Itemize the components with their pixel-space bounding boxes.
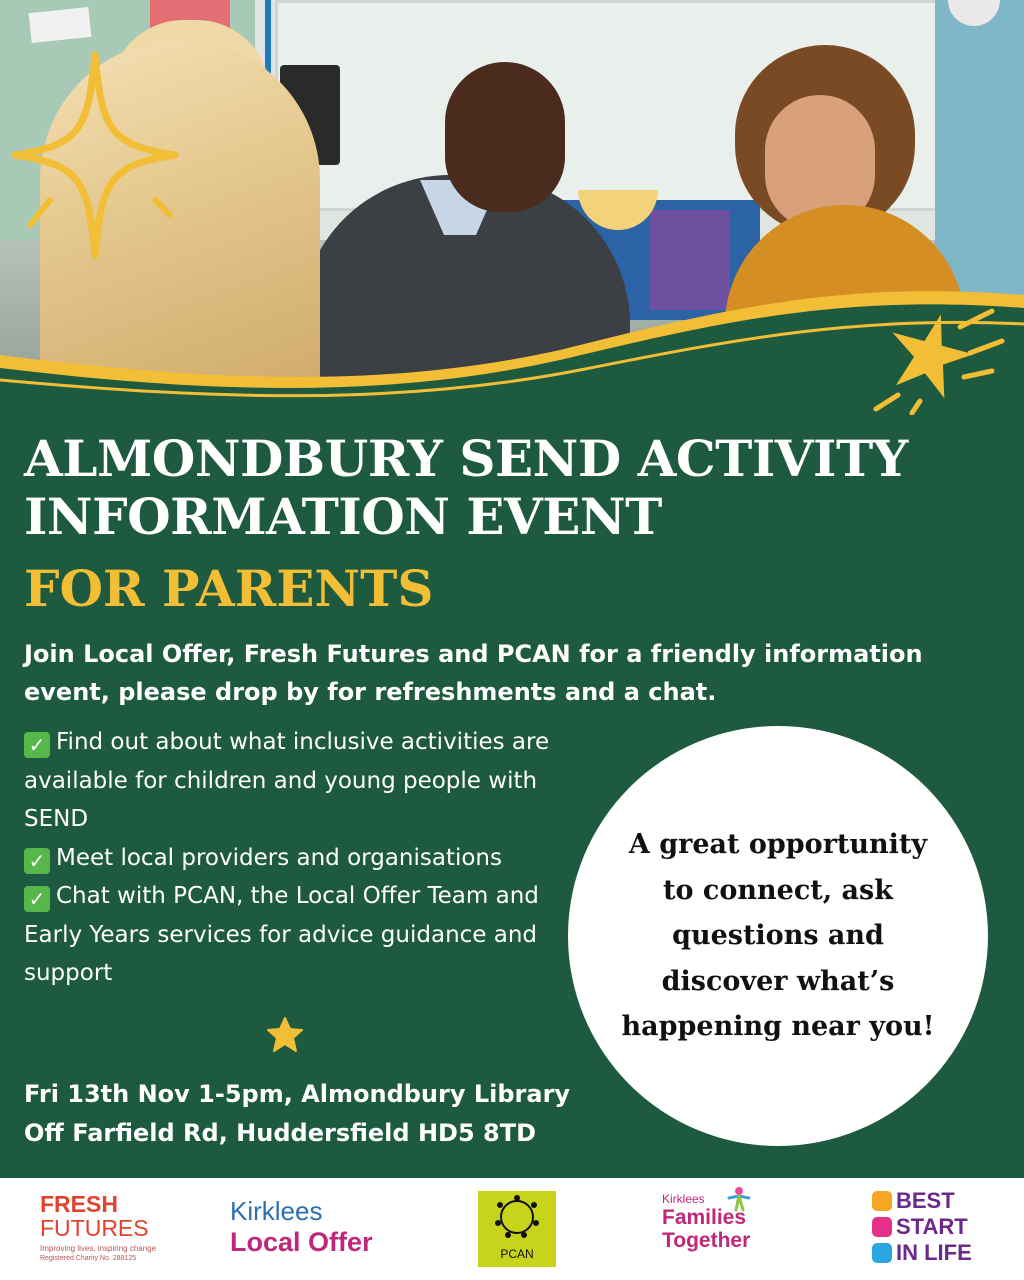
- event-title: [24, 430, 1004, 546]
- check-mark-icon: ✓: [24, 886, 50, 912]
- photo-note: [29, 7, 92, 43]
- logo-text: Local Offer: [230, 1227, 373, 1257]
- logo-text: IN LIFE: [896, 1240, 972, 1265]
- logo-text: Kirklees: [230, 1196, 323, 1226]
- logo-square: [872, 1217, 892, 1237]
- logo-text: BEST: [896, 1188, 955, 1213]
- people-circle-icon: [478, 1191, 556, 1241]
- check-mark-icon: ✓: [24, 732, 50, 758]
- logo-row: [872, 1190, 992, 1214]
- logo-text: Kirklees: [662, 1192, 705, 1206]
- photo-display-wall: [935, 0, 1024, 300]
- bullet-text: Chat with PCAN, the Local Offer Team and Early Years services for advice guidance and support: [24, 883, 539, 986]
- check-mark-icon: ✓: [24, 848, 50, 874]
- fresh-futures-logo: [40, 1192, 175, 1263]
- family-figure-icon: [724, 1186, 754, 1212]
- logo-text: START: [896, 1214, 968, 1239]
- event-address: Off Farfield Rd, Huddersfield HD5 8TD: [24, 1119, 536, 1147]
- logo-text: Together: [662, 1229, 751, 1252]
- title-line-1: ALMONDBURY SEND ACTIVITY: [24, 429, 908, 488]
- photo-man-head: [445, 62, 565, 212]
- kirklees-families-together-logo: [662, 1192, 782, 1252]
- logo-square: [872, 1243, 892, 1263]
- partner-logos: [0, 1178, 1024, 1280]
- logo-tagline: Improving lives, inspiring change: [40, 1244, 157, 1253]
- logo-text: PCAN: [500, 1247, 534, 1261]
- logo-charity-number: Registered Charity No. 288125: [40, 1255, 137, 1262]
- list-item: [24, 877, 584, 993]
- list-item: [24, 839, 584, 878]
- callout-text: A great opportunity to connect, ask questions and discover what’s happening near you!: [621, 829, 935, 1043]
- callout-circle: [568, 726, 988, 1146]
- logo-text: Families: [662, 1206, 747, 1229]
- pcan-logo: [478, 1191, 556, 1267]
- intro-text: Join Local Offer, Fresh Futures and PCAN for a friendly information event, please drop by for refreshments and a chat.: [24, 640, 923, 706]
- sparkle-icon: [10, 50, 180, 260]
- event-date: Fri 13th Nov 1-5pm, Almondbury Library: [24, 1080, 571, 1108]
- logo-square: [872, 1191, 892, 1211]
- logo-text: FUTURES: [40, 1215, 149, 1241]
- kirklees-local-offer-logo: [230, 1196, 400, 1258]
- shooting-star-icon: [868, 305, 1008, 415]
- event-details: [24, 1075, 644, 1153]
- bullet-text: Meet local providers and organisations: [56, 844, 502, 871]
- event-subtitle: FOR PARENTS: [24, 559, 434, 618]
- bullet-list: [24, 723, 584, 993]
- logo-text: FRESH: [40, 1191, 118, 1217]
- bullet-text: Find out about what inclusive activities are available for children and young people with SEND: [24, 729, 550, 832]
- title-line-2: INFORMATION EVENT: [24, 487, 662, 546]
- list-item: [24, 723, 584, 839]
- best-start-in-life-logo: [872, 1190, 992, 1270]
- logo-row: [872, 1216, 992, 1240]
- logo-row: [872, 1242, 992, 1266]
- star-icon: [266, 1016, 304, 1054]
